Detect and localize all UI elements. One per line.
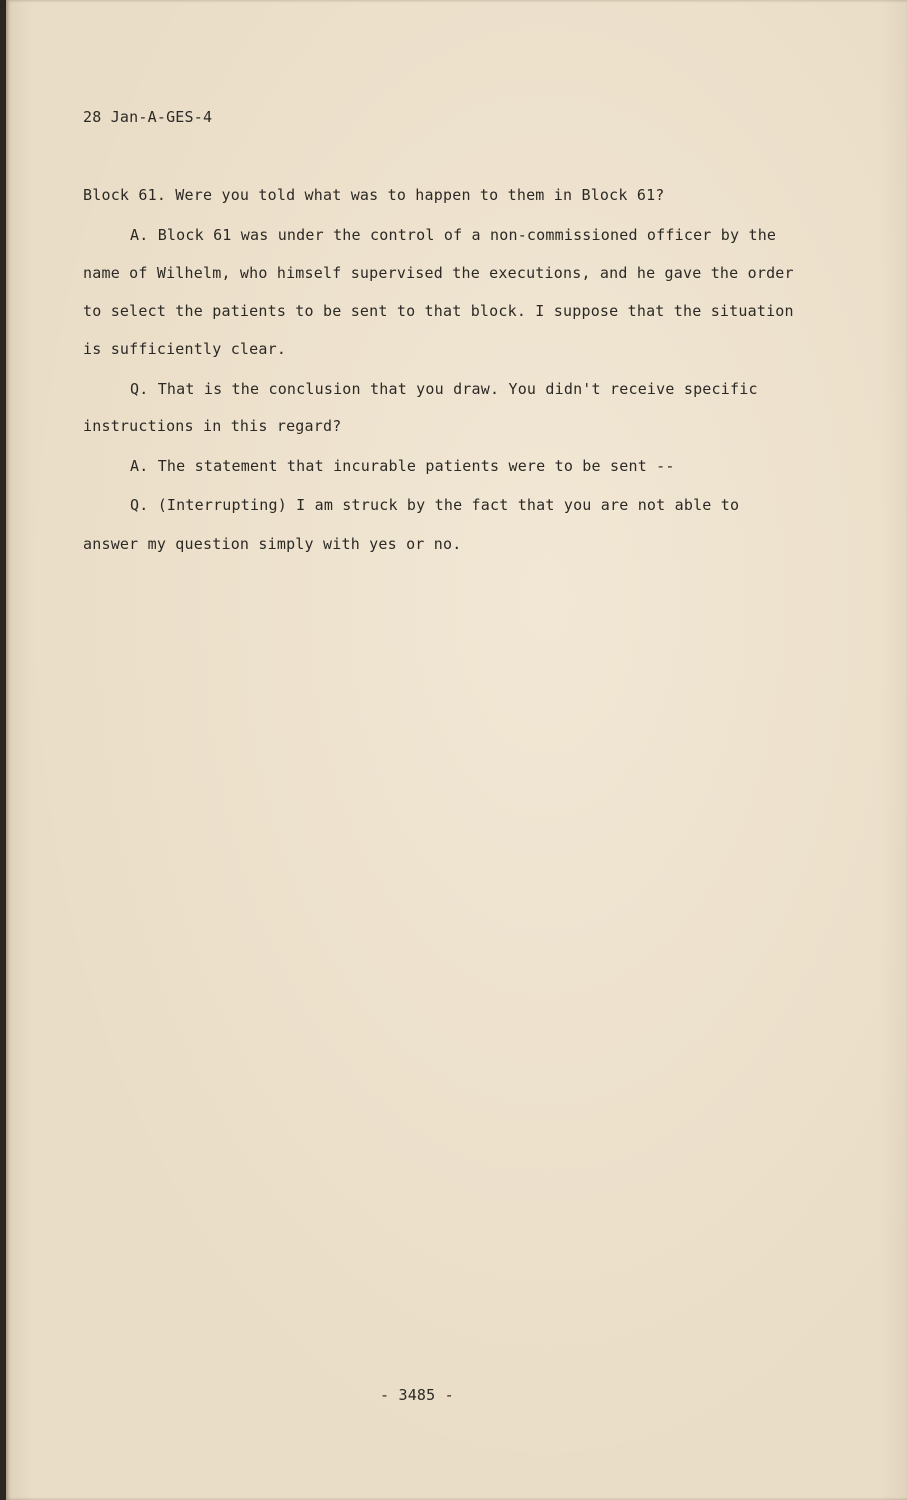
text-line: answer my question simply with yes or no. [83, 535, 462, 553]
text-line: name of Wilhelm, who himself supervised the executions, and he gave the order [83, 264, 794, 282]
document-page [6, 0, 907, 1500]
text-line: A. The statement that incurable patients were to be sent -- [130, 457, 675, 475]
document-reference: 28 Jan-A-GES-4 [83, 108, 213, 126]
text-line: Q. (Interrupting) I am struck by the fact that you are not able to [130, 496, 740, 514]
text-line: A. Block 61 was under the control of a non-commissioned officer by the [130, 226, 777, 244]
text-line: to select the patients to be sent to that block. I suppose that the situation [83, 302, 794, 320]
text-line: instructions in this regard? [83, 417, 342, 435]
text-line: is sufficiently clear. [83, 340, 287, 358]
text-line: Block 61. Were you told what was to happen to them in Block 61? [83, 186, 665, 204]
page-number: - 3485 - [380, 1386, 454, 1404]
text-line: Q. That is the conclusion that you draw. You didn't receive specific [130, 380, 758, 398]
